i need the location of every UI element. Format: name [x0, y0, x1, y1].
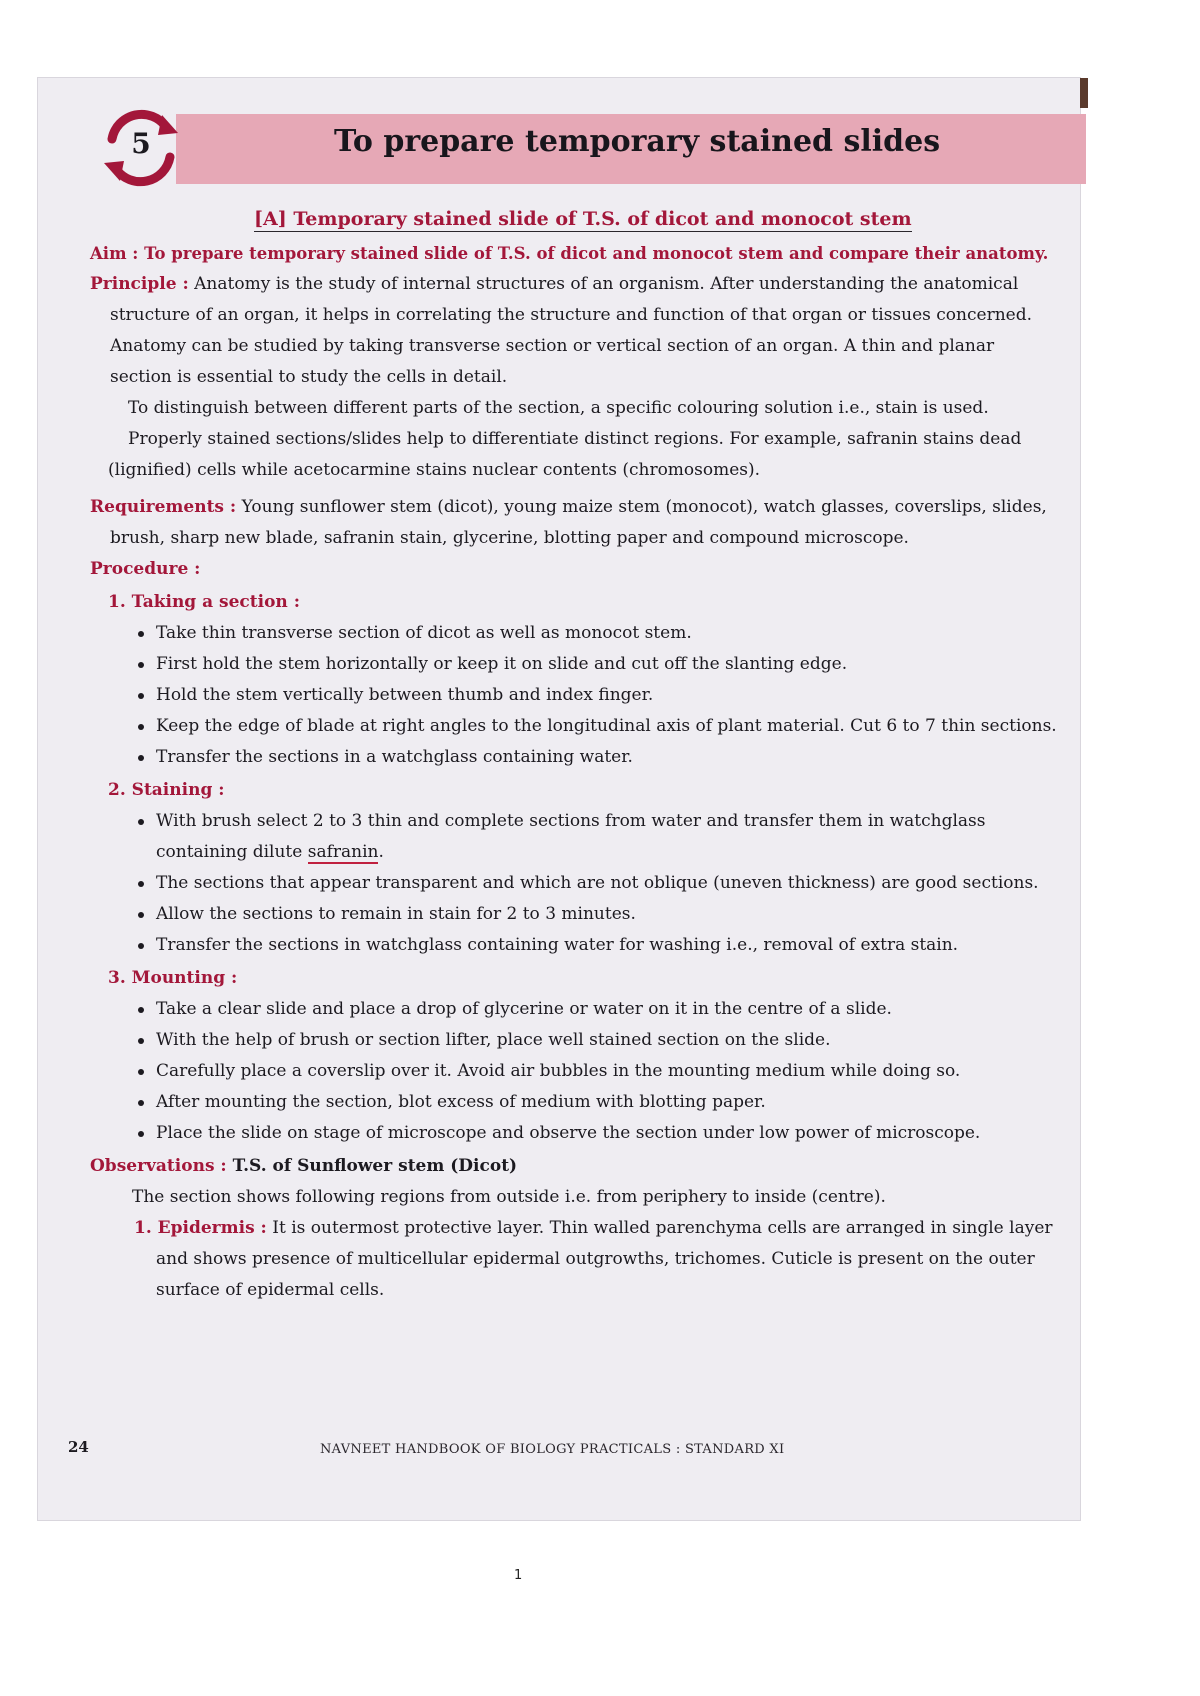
requirements-text: Young sunflower stem (dicot), young maize stem (monocot), watch glasses, coverslips, slides, brush, sharp new blade, safranin stain, glycerine, blotting paper and compound microscope. — [110, 497, 1047, 548]
page-edge — [1080, 78, 1088, 108]
principle-paragraph — [90, 269, 1060, 393]
chapter-title: To prepare temporary stained slides — [334, 124, 941, 159]
underlined-safranin: safranin — [307, 842, 379, 862]
observations-label: Observations : — [90, 1156, 227, 1176]
page-content — [90, 238, 1060, 1306]
step-heading-taking-section: 1. Taking a section : — [108, 592, 300, 612]
epidermis-label: 1. Epidermis : — [134, 1218, 267, 1238]
list-item: Carefully place a coverslip over it. Avoid air bubbles in the mounting medium while doing so. — [138, 1056, 1060, 1087]
book-page — [38, 78, 1080, 1520]
step-heading-mounting: 3. Mounting : — [108, 968, 238, 988]
scan-page-number: 1 — [514, 1568, 523, 1583]
list-item: Keep the edge of blade at right angles to the longitudinal axis of plant material. Cut 6 to 7 thin sections. — [138, 711, 1060, 742]
epidermis-text: It is outermost protective layer. Thin walled parenchyma cells are arranged in single layer and shows presence of multicellular epidermal outgrowths, trichomes. Cuticle is present on the outer surface of epidermal cells. — [156, 1218, 1053, 1300]
list-item: Allow the sections to remain in stain for 2 to 3 minutes. — [138, 899, 1060, 930]
section-title: [A] Temporary stained slide of T.S. of dicot and monocot stem — [254, 208, 912, 230]
list-item: After mounting the section, blot excess of medium with blotting paper. — [138, 1087, 1060, 1118]
list-item: Transfer the sections in watchglass containing water for washing i.e., removal of extra stain. — [138, 930, 1060, 961]
list-item: Take a clear slide and place a drop of glycerine or water on it in the centre of a slide. — [138, 994, 1060, 1025]
chapter-number: 5 — [131, 127, 151, 160]
staining-bullet-text: With brush select 2 to 3 thin and complete sections from water and transfer them in watchglass containing dilute — [156, 811, 986, 862]
circular-arrows-icon — [98, 105, 184, 191]
procedure-heading: Procedure : — [90, 559, 201, 579]
list-item: Transfer the sections in a watchglass containing water. — [138, 742, 1060, 773]
list-item: The sections that appear transparent and which are not oblique (uneven thickness) are good sections. — [138, 868, 1060, 899]
principle-label: Principle : — [90, 274, 189, 294]
page-number: 24 — [68, 1438, 89, 1456]
epidermis-item — [108, 1213, 1060, 1306]
list-item: Hold the stem vertically between thumb and index finger. — [138, 680, 1060, 711]
observations-intro: The section shows following regions from outside i.e. from periphery to inside (centre). — [132, 1187, 886, 1207]
principle-paragraph-3: Properly stained sections/slides help to differentiate distinct regions. For example, safranin stains dead (lignified) cells while acetocarmine stains nuclear contents (chromosomes). — [108, 429, 1022, 480]
staining-list — [90, 806, 1060, 961]
observations-subject: T.S. of Sunflower stem (Dicot) — [232, 1156, 518, 1176]
mounting-list — [90, 994, 1060, 1149]
observations-heading — [90, 1151, 1060, 1182]
principle-paragraph-2: To distinguish between different parts of the section, a specific colouring solution i.e., stain is used. — [128, 398, 989, 418]
step-heading-staining: 2. Staining : — [108, 780, 225, 800]
list-item: Place the slide on stage of microscope and observe the section under low power of microscope. — [138, 1118, 1060, 1149]
principle-text: Anatomy is the study of internal structures of an organism. After understanding the anatomical structure of an organ, it helps in correlating the structure and function of that organ or tissues concerned. Anatomy can be studied by taking transverse section or vertical section of an organ. A thin and planar section is essential to study the cells in detail. — [110, 274, 1032, 387]
list-item: First hold the stem horizontally or keep it on slide and cut off the slanting edge. — [138, 649, 1060, 680]
aim-text: Aim : To prepare temporary stained slide of T.S. of dicot and monocot stem and compare their anatomy. — [90, 244, 1049, 263]
list-item — [138, 806, 1060, 868]
requirements-paragraph — [90, 492, 1060, 554]
list-item: Take thin transverse section of dicot as well as monocot stem. — [138, 618, 1060, 649]
book-footer: NAVNEET HANDBOOK OF BIOLOGY PRACTICALS : STANDARD XI — [320, 1442, 785, 1457]
list-item: With the help of brush or section lifter, place well stained section on the slide. — [138, 1025, 1060, 1056]
requirements-label: Requirements : — [90, 497, 237, 517]
bullet-end-period: . — [378, 842, 384, 862]
taking-section-list — [90, 618, 1060, 773]
